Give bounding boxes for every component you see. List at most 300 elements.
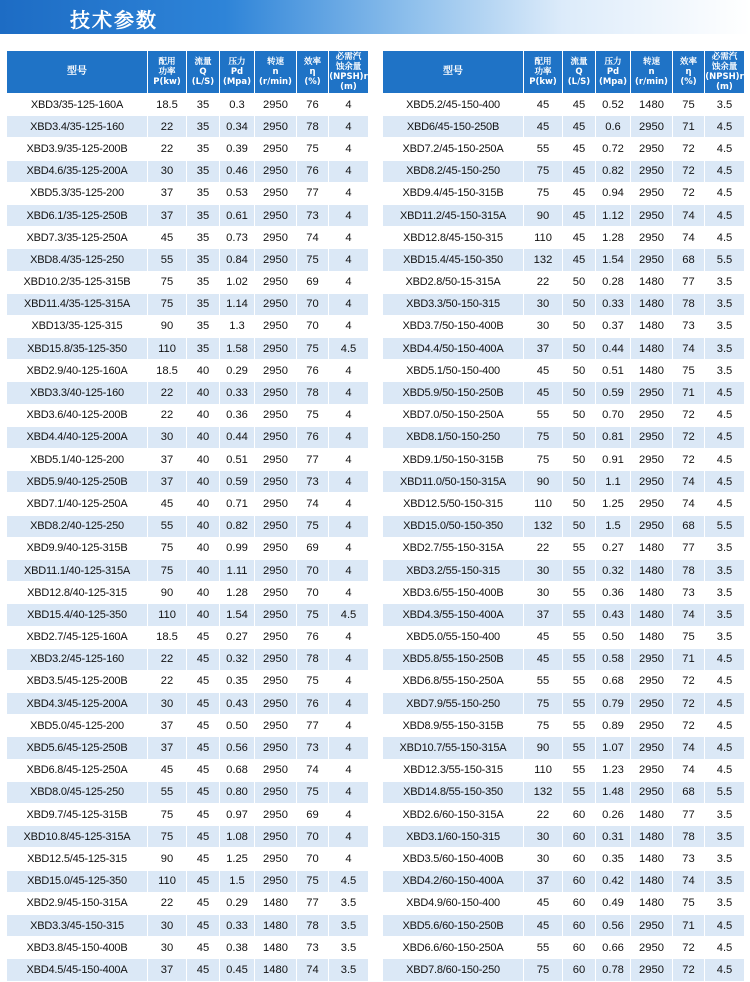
cell-efficiency: 75 — [297, 404, 329, 426]
cell-power: 90 — [148, 848, 187, 870]
table-row — [383, 892, 745, 914]
cell-model: XBD2.6/60-150-315A — [383, 804, 524, 826]
cell-efficiency: 74 — [297, 227, 329, 249]
cell-npsh: 4 — [329, 404, 369, 426]
cell-speed: 2950 — [255, 515, 297, 537]
cell-speed: 1480 — [631, 94, 673, 116]
column-header-line: Q — [575, 67, 583, 77]
cell-flow: 35 — [187, 204, 220, 226]
cell-speed: 2950 — [255, 848, 297, 870]
cell-flow: 50 — [563, 426, 596, 448]
cell-flow: 45 — [187, 670, 220, 692]
cell-power: 132 — [524, 515, 563, 537]
cell-npsh: 4 — [329, 826, 369, 848]
cell-flow: 40 — [187, 493, 220, 515]
cell-power: 22 — [148, 648, 187, 670]
cell-model: XBD7.8/60-150-250 — [383, 959, 524, 981]
table-row — [7, 227, 369, 249]
cell-efficiency: 75 — [673, 892, 705, 914]
cell-flow: 50 — [563, 338, 596, 360]
column-header-line: (L/S) — [191, 77, 215, 87]
table-header-row — [383, 51, 745, 94]
cell-efficiency: 74 — [673, 471, 705, 493]
cell-flow: 45 — [563, 94, 596, 116]
column-header-line: (%) — [304, 77, 321, 87]
cell-efficiency: 73 — [297, 737, 329, 759]
cell-npsh: 3.5 — [705, 582, 745, 604]
cell-model: XBD3.3/45-150-315 — [7, 914, 148, 936]
cell-pressure: 0.35 — [220, 670, 255, 692]
cell-model: XBD11.1/40-125-315A — [7, 559, 148, 581]
cell-efficiency: 73 — [297, 471, 329, 493]
cell-pressure: 0.66 — [596, 937, 631, 959]
cell-efficiency: 71 — [673, 382, 705, 404]
table-row — [7, 338, 369, 360]
cell-power: 45 — [148, 493, 187, 515]
cell-power: 37 — [148, 182, 187, 204]
cell-power: 22 — [148, 138, 187, 160]
table-row — [383, 959, 745, 981]
cell-power: 37 — [148, 959, 187, 981]
cell-power: 30 — [148, 160, 187, 182]
table-row — [383, 404, 745, 426]
cell-efficiency: 76 — [297, 94, 329, 116]
table-row — [383, 804, 745, 826]
cell-flow: 55 — [563, 781, 596, 803]
table-row — [7, 715, 369, 737]
cell-npsh: 3.5 — [705, 559, 745, 581]
column-header-line: Pd — [230, 67, 244, 77]
cell-model: XBD3.3/50-150-315 — [383, 293, 524, 315]
cell-power: 45 — [148, 759, 187, 781]
cell-efficiency: 70 — [297, 826, 329, 848]
cell-npsh: 4.5 — [705, 160, 745, 182]
column-header-line: (Mpa) — [598, 77, 628, 87]
column-header-pressure — [220, 51, 255, 94]
cell-speed: 2950 — [631, 715, 673, 737]
cell-npsh: 4.5 — [705, 937, 745, 959]
cell-npsh: 4.5 — [329, 338, 369, 360]
cell-speed: 2950 — [255, 870, 297, 892]
cell-efficiency: 69 — [297, 537, 329, 559]
cell-flow: 45 — [563, 249, 596, 271]
cell-npsh: 3.5 — [705, 626, 745, 648]
cell-efficiency: 72 — [673, 937, 705, 959]
cell-flow: 35 — [187, 271, 220, 293]
cell-pressure: 0.70 — [596, 404, 631, 426]
cell-speed: 1480 — [631, 338, 673, 360]
cell-flow: 35 — [187, 249, 220, 271]
cell-power: 55 — [524, 937, 563, 959]
cell-npsh: 4.5 — [705, 116, 745, 138]
cell-flow: 45 — [187, 959, 220, 981]
cell-power: 90 — [148, 582, 187, 604]
cell-flow: 45 — [563, 204, 596, 226]
cell-efficiency: 70 — [297, 582, 329, 604]
column-header-line: (NPSH)r — [329, 72, 368, 82]
cell-flow: 40 — [187, 582, 220, 604]
cell-flow: 60 — [563, 848, 596, 870]
table-row — [7, 559, 369, 581]
cell-efficiency: 72 — [673, 715, 705, 737]
cell-flow: 45 — [187, 937, 220, 959]
cell-model: XBD5.9/50-150-250B — [383, 382, 524, 404]
cell-efficiency: 72 — [673, 182, 705, 204]
cell-pressure: 0.28 — [596, 271, 631, 293]
cell-pressure: 0.33 — [220, 382, 255, 404]
cell-npsh: 3.5 — [705, 360, 745, 382]
column-header-model — [383, 51, 524, 94]
cell-model: XBD11.0/50-150-315A — [383, 471, 524, 493]
cell-pressure: 0.6 — [596, 116, 631, 138]
cell-speed: 2950 — [255, 449, 297, 471]
cell-efficiency: 76 — [297, 426, 329, 448]
table-row — [383, 315, 745, 337]
cell-power: 55 — [148, 515, 187, 537]
cell-power: 22 — [524, 271, 563, 293]
cell-power: 75 — [148, 826, 187, 848]
table-row — [383, 471, 745, 493]
column-header-power — [524, 51, 563, 94]
cell-npsh: 4 — [329, 759, 369, 781]
cell-power: 75 — [524, 693, 563, 715]
cell-model: XBD3.2/55-150-315 — [383, 559, 524, 581]
cell-flow: 50 — [563, 382, 596, 404]
cell-pressure: 0.33 — [220, 914, 255, 936]
cell-efficiency: 78 — [297, 382, 329, 404]
cell-npsh: 4 — [329, 426, 369, 448]
cell-power: 75 — [148, 293, 187, 315]
column-header-line: 型号 — [443, 66, 463, 77]
cell-pressure: 0.44 — [220, 426, 255, 448]
cell-flow: 55 — [563, 626, 596, 648]
cell-npsh: 3.5 — [705, 848, 745, 870]
cell-efficiency: 75 — [297, 870, 329, 892]
cell-model: XBD9.1/50-150-315B — [383, 449, 524, 471]
cell-speed: 1480 — [631, 293, 673, 315]
table-row — [7, 471, 369, 493]
cell-npsh: 4 — [329, 471, 369, 493]
column-header-line: 功率 — [158, 67, 176, 77]
table-row — [7, 249, 369, 271]
cell-model: XBD3.1/60-150-315 — [383, 826, 524, 848]
cell-model: XBD7.1/40-125-250A — [7, 493, 148, 515]
table-row — [7, 626, 369, 648]
cell-efficiency: 77 — [297, 892, 329, 914]
cell-model: XBD2.9/40-125-160A — [7, 360, 148, 382]
cell-efficiency: 76 — [297, 160, 329, 182]
cell-model: XBD12.5/45-125-315 — [7, 848, 148, 870]
cell-pressure: 1.25 — [596, 493, 631, 515]
cell-npsh: 4.5 — [705, 914, 745, 936]
cell-speed: 1480 — [631, 804, 673, 826]
cell-model: XBD4.6/35-125-200A — [7, 160, 148, 182]
cell-flow: 45 — [563, 138, 596, 160]
cell-speed: 2950 — [255, 227, 297, 249]
cell-pressure: 1.54 — [220, 604, 255, 626]
cell-npsh: 3.5 — [705, 271, 745, 293]
cell-speed: 2950 — [255, 138, 297, 160]
cell-speed: 2950 — [255, 693, 297, 715]
cell-flow: 40 — [187, 537, 220, 559]
cell-model: XBD5.1/50-150-400 — [383, 360, 524, 382]
column-header-line: 蚀余量 — [335, 62, 362, 72]
cell-speed: 2950 — [255, 804, 297, 826]
table-header-row — [7, 51, 369, 94]
cell-efficiency: 72 — [673, 138, 705, 160]
cell-npsh: 4.5 — [705, 959, 745, 981]
table-row — [7, 315, 369, 337]
cell-npsh: 4.5 — [705, 204, 745, 226]
cell-power: 22 — [148, 892, 187, 914]
cell-efficiency: 75 — [297, 670, 329, 692]
cell-speed: 1480 — [255, 937, 297, 959]
cell-flow: 45 — [187, 715, 220, 737]
cell-power: 55 — [148, 249, 187, 271]
cell-efficiency: 78 — [297, 116, 329, 138]
table-row — [383, 204, 745, 226]
cell-power: 30 — [524, 582, 563, 604]
cell-efficiency: 74 — [673, 493, 705, 515]
column-header-line: 效率 — [303, 57, 321, 67]
cell-power: 37 — [148, 737, 187, 759]
cell-model: XBD15.4/45-150-350 — [383, 249, 524, 271]
table-row — [7, 271, 369, 293]
cell-flow: 45 — [187, 737, 220, 759]
table-row — [383, 249, 745, 271]
cell-pressure: 0.42 — [596, 870, 631, 892]
cell-model: XBD6.6/60-150-250A — [383, 937, 524, 959]
cell-pressure: 1.08 — [220, 826, 255, 848]
cell-power: 75 — [524, 715, 563, 737]
cell-pressure: 0.43 — [220, 693, 255, 715]
cell-pressure: 0.73 — [220, 227, 255, 249]
cell-pressure: 0.61 — [220, 204, 255, 226]
cell-speed: 1480 — [631, 315, 673, 337]
cell-flow: 35 — [187, 338, 220, 360]
cell-flow: 45 — [187, 848, 220, 870]
cell-pressure: 0.38 — [220, 937, 255, 959]
cell-speed: 2950 — [631, 914, 673, 936]
cell-model: XBD7.9/55-150-250 — [383, 693, 524, 715]
cell-pressure: 1.58 — [220, 338, 255, 360]
table-row — [383, 138, 745, 160]
cell-flow: 35 — [187, 182, 220, 204]
cell-power: 37 — [524, 870, 563, 892]
cell-pressure: 0.34 — [220, 116, 255, 138]
cell-efficiency: 77 — [297, 182, 329, 204]
column-header-line: 型号 — [67, 66, 87, 77]
table-row — [7, 515, 369, 537]
cell-power: 22 — [524, 804, 563, 826]
cell-npsh: 4 — [329, 515, 369, 537]
column-header-line: 配用 — [158, 57, 176, 67]
cell-npsh: 4 — [329, 781, 369, 803]
cell-speed: 2950 — [631, 227, 673, 249]
cell-model: XBD5.6/60-150-250B — [383, 914, 524, 936]
cell-speed: 2950 — [255, 160, 297, 182]
cell-power: 30 — [148, 426, 187, 448]
cell-npsh: 4 — [329, 94, 369, 116]
table-row — [383, 759, 745, 781]
cell-speed: 1480 — [631, 582, 673, 604]
cell-power: 75 — [524, 426, 563, 448]
table-row — [7, 759, 369, 781]
cell-speed: 1480 — [255, 914, 297, 936]
cell-speed: 2950 — [631, 404, 673, 426]
cell-npsh: 4.5 — [705, 426, 745, 448]
column-header-line: 流量 — [194, 57, 212, 67]
cell-power: 90 — [524, 471, 563, 493]
table-row — [7, 426, 369, 448]
column-header-line: P(kw) — [153, 77, 181, 87]
cell-speed: 2950 — [255, 94, 297, 116]
cell-efficiency: 75 — [673, 626, 705, 648]
cell-speed: 1480 — [255, 892, 297, 914]
cell-efficiency: 76 — [297, 693, 329, 715]
table-row — [383, 870, 745, 892]
cell-pressure: 0.59 — [220, 471, 255, 493]
table-row — [383, 648, 745, 670]
cell-flow: 50 — [563, 493, 596, 515]
table-row — [7, 670, 369, 692]
cell-power: 18.5 — [148, 626, 187, 648]
table-row — [7, 138, 369, 160]
cell-power: 30 — [524, 848, 563, 870]
cell-model: XBD2.7/55-150-315A — [383, 537, 524, 559]
cell-speed: 1480 — [631, 537, 673, 559]
cell-efficiency: 70 — [297, 315, 329, 337]
cell-model: XBD10.7/55-150-315A — [383, 737, 524, 759]
table-row — [383, 537, 745, 559]
cell-flow: 55 — [563, 582, 596, 604]
cell-speed: 1480 — [631, 870, 673, 892]
cell-model: XBD4.4/40-125-200A — [7, 426, 148, 448]
cell-npsh: 4.5 — [705, 227, 745, 249]
cell-model: XBD8.9/55-150-315B — [383, 715, 524, 737]
cell-power: 55 — [524, 670, 563, 692]
cell-model: XBD5.2/45-150-400 — [383, 94, 524, 116]
cell-efficiency: 77 — [673, 804, 705, 826]
cell-flow: 60 — [563, 914, 596, 936]
cell-efficiency: 71 — [673, 116, 705, 138]
cell-flow: 45 — [563, 227, 596, 249]
cell-speed: 2950 — [255, 759, 297, 781]
cell-model: XBD2.8/50-15-315A — [383, 271, 524, 293]
cell-efficiency: 68 — [673, 781, 705, 803]
cell-flow: 40 — [187, 360, 220, 382]
cell-flow: 45 — [187, 626, 220, 648]
cell-flow: 55 — [563, 737, 596, 759]
column-header-line: (%) — [680, 77, 697, 87]
table-row — [383, 160, 745, 182]
cell-speed: 1480 — [631, 360, 673, 382]
cell-speed: 2950 — [631, 116, 673, 138]
cell-pressure: 0.46 — [220, 160, 255, 182]
cell-pressure: 0.72 — [596, 138, 631, 160]
cell-speed: 2950 — [255, 116, 297, 138]
cell-model: XBD4.4/50-150-400A — [383, 338, 524, 360]
cell-flow: 60 — [563, 892, 596, 914]
cell-model: XBD11.2/45-150-315A — [383, 204, 524, 226]
cell-npsh: 3.5 — [705, 338, 745, 360]
cell-model: XBD4.2/60-150-400A — [383, 870, 524, 892]
cell-pressure: 1.48 — [596, 781, 631, 803]
cell-speed: 2950 — [255, 271, 297, 293]
cell-npsh: 4 — [329, 670, 369, 692]
cell-pressure: 1.54 — [596, 249, 631, 271]
cell-pressure: 0.56 — [596, 914, 631, 936]
cell-model: XBD3.5/60-150-400B — [383, 848, 524, 870]
cell-efficiency: 70 — [297, 293, 329, 315]
cell-efficiency: 74 — [297, 759, 329, 781]
cell-flow: 35 — [187, 227, 220, 249]
cell-pressure: 1.11 — [220, 559, 255, 581]
cell-pressure: 0.26 — [596, 804, 631, 826]
cell-speed: 2950 — [631, 426, 673, 448]
cell-power: 90 — [524, 204, 563, 226]
cell-flow: 55 — [563, 670, 596, 692]
cell-pressure: 0.81 — [596, 426, 631, 448]
cell-speed: 2950 — [631, 493, 673, 515]
column-header-line: 必需汽 — [335, 52, 362, 62]
cell-pressure: 0.29 — [220, 892, 255, 914]
cell-power: 37 — [148, 449, 187, 471]
cell-npsh: 3.5 — [705, 315, 745, 337]
cell-speed: 2950 — [631, 648, 673, 670]
cell-flow: 35 — [187, 293, 220, 315]
cell-npsh: 4 — [329, 848, 369, 870]
table-row — [7, 959, 369, 981]
cell-flow: 45 — [187, 892, 220, 914]
cell-efficiency: 78 — [297, 914, 329, 936]
cell-efficiency: 73 — [297, 937, 329, 959]
cell-flow: 45 — [187, 759, 220, 781]
cell-power: 45 — [524, 648, 563, 670]
cell-model: XBD15.0/45-125-350 — [7, 870, 148, 892]
cell-npsh: 4 — [329, 249, 369, 271]
table-row — [7, 160, 369, 182]
cell-npsh: 4 — [329, 227, 369, 249]
cell-efficiency: 75 — [673, 94, 705, 116]
cell-flow: 50 — [563, 515, 596, 537]
cell-efficiency: 74 — [673, 737, 705, 759]
cell-pressure: 1.25 — [220, 848, 255, 870]
cell-flow: 45 — [187, 781, 220, 803]
cell-flow: 50 — [563, 471, 596, 493]
cell-pressure: 1.02 — [220, 271, 255, 293]
cell-power: 22 — [524, 537, 563, 559]
cell-flow: 45 — [187, 826, 220, 848]
cell-pressure: 0.27 — [596, 537, 631, 559]
cell-model: XBD3.5/45-125-200B — [7, 670, 148, 692]
cell-pressure: 0.44 — [596, 338, 631, 360]
cell-flow: 35 — [187, 138, 220, 160]
cell-speed: 1480 — [631, 559, 673, 581]
cell-pressure: 0.68 — [596, 670, 631, 692]
cell-npsh: 4 — [329, 382, 369, 404]
column-header-line: (m) — [340, 82, 357, 92]
cell-efficiency: 72 — [673, 670, 705, 692]
cell-pressure: 0.68 — [220, 759, 255, 781]
column-header-line: η — [685, 67, 692, 77]
cell-npsh: 4.5 — [705, 693, 745, 715]
table-row — [7, 382, 369, 404]
cell-model: XBD3/35-125-160A — [7, 94, 148, 116]
table-row — [383, 848, 745, 870]
table-row — [383, 382, 745, 404]
cell-efficiency: 76 — [297, 626, 329, 648]
